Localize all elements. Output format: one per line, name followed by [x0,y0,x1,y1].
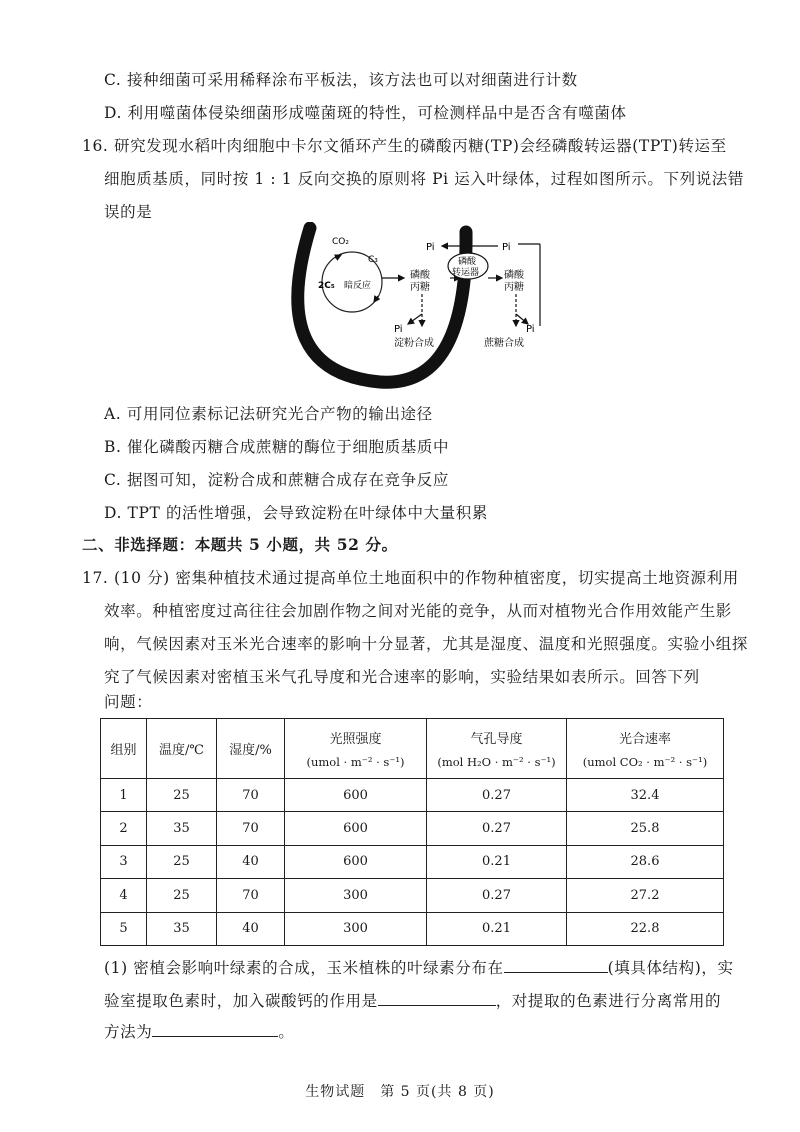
header-rate-title: 光合速率 [618,732,671,747]
table-cell: 4 [101,879,147,912]
header-stomata [427,719,567,779]
answer-blank-1[interactable] [504,956,608,973]
table-cell: 0.21 [427,845,567,878]
q17-sub1-line2 [104,989,721,1011]
header-rate [567,719,724,779]
q17-line4: 究了气候因素对密植玉米气孔导度和光合速率的影响，实验结果如表所示。回答下列 [104,668,700,686]
table-cell: 2 [101,812,147,845]
q15-option-c: C. 接种细菌可采用稀释涂布平板法，该方法也可以对细菌进行计数 [104,71,578,89]
header-stomata-title: 气孔导度 [470,732,523,747]
table-cell: 35 [147,812,217,845]
q17-line1: 17. (10 分) 密集种植技术通过提高单位土地面积中的作物种植密度，切实提高土地资源利用 [82,569,739,587]
tp-inside-label-1: 磷酸 [410,270,430,281]
tp-outside-label-1: 磷酸 [504,270,524,281]
q17-sub1-text-c: 验室提取色素时，加入碳酸钙的作用是 [104,992,378,1010]
table-cell: 25.8 [567,812,724,845]
table-header-row [101,719,724,779]
dark-reaction-label: 暗反应 [344,281,372,291]
table-cell: 0.21 [427,912,567,945]
table-cell: 0.27 [427,779,567,812]
table-cell: 40 [217,845,285,878]
chloroplast-membrane [298,228,466,382]
q16-option-b: B. 催化磷酸丙糖合成蔗糖的酶位于细胞质基质中 [104,438,450,456]
table-cell: 70 [217,779,285,812]
table-cell: 70 [217,879,285,912]
table-row [101,812,724,845]
header-group: 组别 [101,719,147,779]
experiment-table [100,718,724,946]
table-cell: 25 [147,879,217,912]
header-humidity: 湿度/% [217,719,285,779]
table-cell: 0.27 [427,879,567,912]
tp-outside-label-2: 丙糖 [504,282,524,293]
table-cell: 70 [217,812,285,845]
answer-blank-2[interactable] [378,989,496,1006]
table-row [101,912,724,945]
header-light-title: 光照强度 [329,732,382,747]
q16-option-a: A. 可用同位素标记法研究光合产物的输出途径 [104,405,433,423]
table-cell: 27.2 [567,879,724,912]
q17-line2: 效率。种植密度过高往往会加剧作物之间对光能的竞争，从而对植物光合作用效能产生影 [104,602,732,620]
q16-stem-line2: 细胞质基质，同时按 1 : 1 反向交换的原则将 Pi 运入叶绿体，过程如图所示。下列说法错 [104,170,744,188]
table-cell: 22.8 [567,912,724,945]
table-cell: 5 [101,912,147,945]
pi-inside-label: Pi [394,324,403,335]
pi-top-right-label: Pi [502,242,511,253]
table-cell: 300 [285,879,427,912]
table-cell: 0.27 [427,812,567,845]
q17-line5: 问题： [104,693,153,711]
page-footer: 生物试题 第 5 页(共 8 页) [305,1084,495,1100]
sucrose-synthesis-label: 蔗糖合成 [484,338,524,349]
header-temperature: 温度/℃ [147,719,217,779]
pi-outside-label: Pi [526,324,535,335]
c5-label: 2C₅ [318,281,335,291]
table-cell: 600 [285,779,427,812]
table-cell: 3 [101,845,147,878]
q16-option-d: D. TPT 的活性增强，会导致淀粉在叶绿体中大量积累 [104,504,488,522]
header-light-unit: (umol · m⁻² · s⁻¹) [306,755,405,769]
table-row [101,845,724,878]
q16-stem-line3: 误的是 [104,203,153,221]
q16-stem-line1: 16. 研究发现水稻叶肉细胞中卡尔文循环产生的磷酸丙糖(TP)会经磷酸转运器(TPT)转运至 [82,137,727,155]
table-cell: 25 [147,845,217,878]
table-cell: 300 [285,912,427,945]
c3-label: C₃ [368,255,378,265]
q17-sub1-line1 [104,956,734,978]
header-light [285,719,427,779]
tp-inside-label-2: 丙糖 [410,282,430,293]
q17-sub1-text-b: (填具体结构)，实 [607,959,734,977]
table-row [101,779,724,812]
starch-synthesis-label: 淀粉合成 [394,338,434,349]
transporter-label-1: 磷酸 [458,257,477,267]
table-cell: 1 [101,779,147,812]
q15-option-d: D. 利用噬菌体侵染细菌形成噬菌斑的特性，可检测样品中是否含有噬菌体 [104,104,627,122]
q16-option-c: C. 据图可知，淀粉合成和蔗糖合成存在竞争反应 [104,471,449,489]
table-cell: 32.4 [567,779,724,812]
pi-top-left-label: Pi [426,242,435,253]
table-row [101,879,724,912]
q17-sub1-line3 [104,1020,294,1042]
table-cell: 28.6 [567,845,724,878]
tp-transport-diagram [280,222,550,390]
transporter-label-2: 转运器 [452,268,480,278]
header-stomata-unit: (mol H₂O · m⁻² · s⁻¹) [437,755,556,769]
q17-sub1-text-e: 方法为 [104,1023,153,1041]
section-heading: 二、非选择题：本题共 5 小题，共 52 分。 [82,535,398,554]
q17-sub1-text-d: ，对提取的色素进行分离常用的 [495,992,722,1010]
table-cell: 35 [147,912,217,945]
q17-sub1-text-a: (1) 密植会影响叶绿素的合成，玉米植株的叶绿素分布在 [104,959,504,977]
co2-label: CO₂ [332,237,349,247]
q17-line3: 响，气候因素对玉米光合速率的影响十分显著，尤其是湿度、温度和光照强度。实验小组探 [104,635,749,653]
table-cell: 600 [285,812,427,845]
q17-sub1-text-f: 。 [278,1023,295,1041]
table-cell: 40 [217,912,285,945]
table-cell: 600 [285,845,427,878]
answer-blank-3[interactable] [152,1020,278,1037]
header-rate-unit: (umol CO₂ · m⁻² · s⁻¹) [582,755,708,769]
table-cell: 25 [147,779,217,812]
